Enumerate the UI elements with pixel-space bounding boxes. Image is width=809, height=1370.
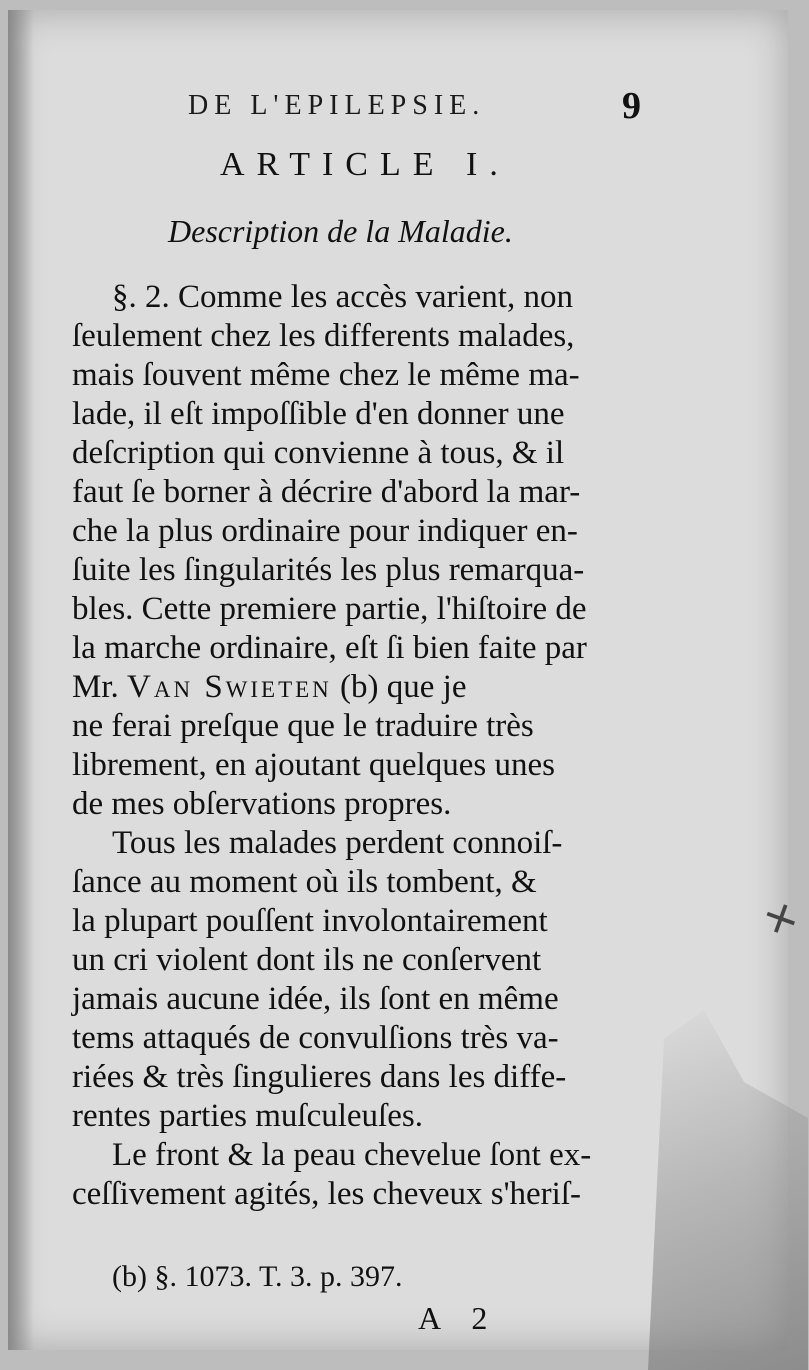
text-line: che la plus ordinaire pour indiquer en- (72, 513, 578, 549)
text-line: lade, il eſt impoſſible d'en donner une (72, 396, 565, 432)
text-line: riées & très ſingulieres dans les diffe- (72, 1059, 567, 1095)
body-text (72, 278, 672, 1214)
text-line: la marche ordinaire, eſt ſi bien faite par (72, 630, 587, 666)
gutter-shadow (8, 10, 34, 1350)
text-line: un cri violent dont ils ne conſervent (72, 942, 542, 978)
article-heading: ARTICLE I. (220, 146, 510, 183)
text-line: jamais aucune idée, ils ſont en même (72, 981, 559, 1017)
footnote: (b) §. 1073. T. 3. p. 397. (112, 1260, 403, 1293)
text-line: ſeulement chez les differents malades, (72, 318, 575, 354)
page-number: 9 (622, 85, 641, 127)
text-line: §. 2. Comme les accès varient, non (112, 279, 573, 315)
text-line: de mes obſervations propres. (72, 786, 452, 822)
text-line: Tous les malades perdent connoiſ- (112, 825, 563, 861)
text-line: ne ferai preſque que le traduire très (72, 708, 534, 744)
margin-pencil-mark: + (753, 885, 809, 949)
text-line: la plupart pouſſent involontairement (72, 903, 548, 939)
text-line: tems attaqués de convulſions très va- (72, 1020, 559, 1056)
text-line: deſcription qui convienne à tous, & il (72, 435, 565, 471)
section-title: Description de la Maladie. (168, 213, 513, 249)
text-line: mais ſouvent même chez le même ma- (72, 357, 580, 393)
torn-corner (648, 1010, 808, 1370)
signature-mark: A 2 (418, 1300, 500, 1336)
book-page (8, 10, 809, 1350)
text-line-with-author (72, 668, 672, 707)
text-line: ſance au moment où ils tombent, & (72, 864, 537, 900)
author-name: Van Swieten (127, 669, 332, 705)
text-fragment: (b) que je (340, 669, 467, 705)
text-line: Le front & la peau chevelue ſont ex- (112, 1137, 592, 1173)
text-line: ceſſivement agités, les cheveux s'heriſ- (72, 1176, 582, 1212)
text-line: librement, en ajoutant quelques unes (72, 747, 555, 783)
text-fragment: Mr. (72, 669, 119, 705)
text-line: rentes parties muſculeuſes. (72, 1098, 423, 1134)
text-line: ſuite les ſingularités les plus remarqua- (72, 552, 585, 588)
text-line: faut ſe borner à décrire d'abord la mar- (72, 474, 581, 510)
text-line: bles. Cette premiere partie, l'hiſtoire de (72, 591, 587, 627)
running-title: DE L'EPILEPSIE. (188, 90, 486, 121)
running-head (8, 85, 788, 130)
